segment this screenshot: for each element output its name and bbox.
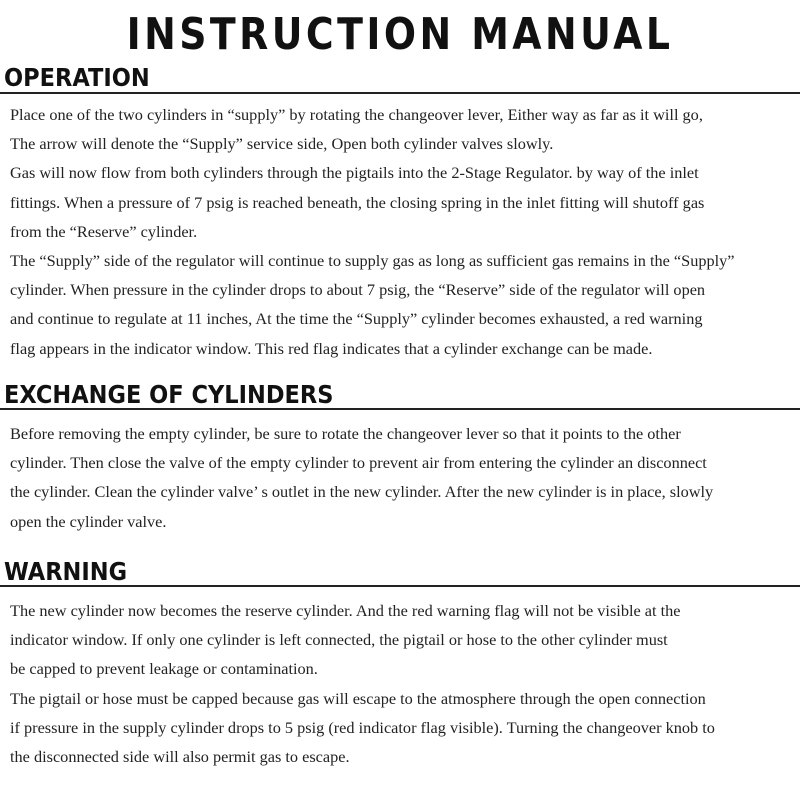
operation-heading: OPERATION bbox=[4, 63, 150, 92]
text-line: flag appears in the indicator window. This red flag indicates that a cylinder exchange can be made. bbox=[10, 338, 653, 358]
text-line: the cylinder. Clean the cylinder valve’ s outlet in the new cylinder. After the new cylinder is in place, slowly bbox=[10, 482, 714, 502]
section-divider bbox=[0, 92, 800, 94]
section-divider bbox=[0, 408, 800, 410]
text-line: be capped to prevent leakage or contamination. bbox=[10, 659, 318, 679]
text-line: The pigtail or hose must be capped because gas will escape to the atmosphere through the open connection bbox=[10, 688, 706, 708]
text-line: Before removing the empty cylinder, be sure to rotate the changeover lever so that it points to the other bbox=[10, 424, 681, 443]
text-line: The “Supply” side of the regulator will continue to supply gas as long as sufficient gas remains in the “Supply” bbox=[10, 251, 735, 271]
text-line: Gas will now flow from both cylinders through the pigtails into the 2-Stage Regulator. by way of the inlet bbox=[10, 163, 699, 183]
text-line: fittings. When a pressure of 7 psig is reached beneath, the closing spring in the inlet fitting will shutoff gas bbox=[10, 192, 705, 212]
text-line: the disconnected side will also permit gas to escape. bbox=[10, 747, 350, 767]
page-title: INSTRUCTION MANUAL bbox=[126, 9, 674, 60]
text-line: and continue to regulate at 11 inches, At the time the “Supply” cylinder becomes exhausted, a red warning bbox=[10, 309, 703, 329]
exchange-heading: EXCHANGE OF CYLINDERS bbox=[4, 380, 334, 409]
exchange-text bbox=[10, 419, 794, 536]
text-line: The new cylinder now becomes the reserve cylinder. And the red warning flag will not be visible at the bbox=[10, 601, 681, 620]
warning-text bbox=[10, 596, 794, 771]
text-line: from the “Reserve” cylinder. bbox=[10, 221, 198, 241]
text-line: open the cylinder valve. bbox=[10, 511, 167, 531]
text-line: if pressure in the supply cylinder drops to 5 psig (red indicator flag visible). Turning the changeover knob to bbox=[10, 717, 715, 737]
text-line: Place one of the two cylinders in “supply” by rotating the changeover lever, Either way as far as it will go, bbox=[10, 105, 703, 124]
operation-text bbox=[10, 100, 794, 363]
warning-heading: WARNING bbox=[4, 557, 128, 586]
section-divider bbox=[0, 585, 800, 587]
text-line: cylinder. When pressure in the cylinder drops to about 7 psig, the “Reserve” side of the regulator will open bbox=[10, 280, 706, 300]
text-line: The arrow will denote the “Supply” service side, Open both cylinder valves slowly. bbox=[10, 134, 554, 154]
text-line: indicator window. If only one cylinder is left connected, the pigtail or hose to the other cylinder must bbox=[10, 630, 668, 650]
text-line: cylinder. Then close the valve of the empty cylinder to prevent air from entering the cylinder an disconnect bbox=[10, 453, 707, 473]
